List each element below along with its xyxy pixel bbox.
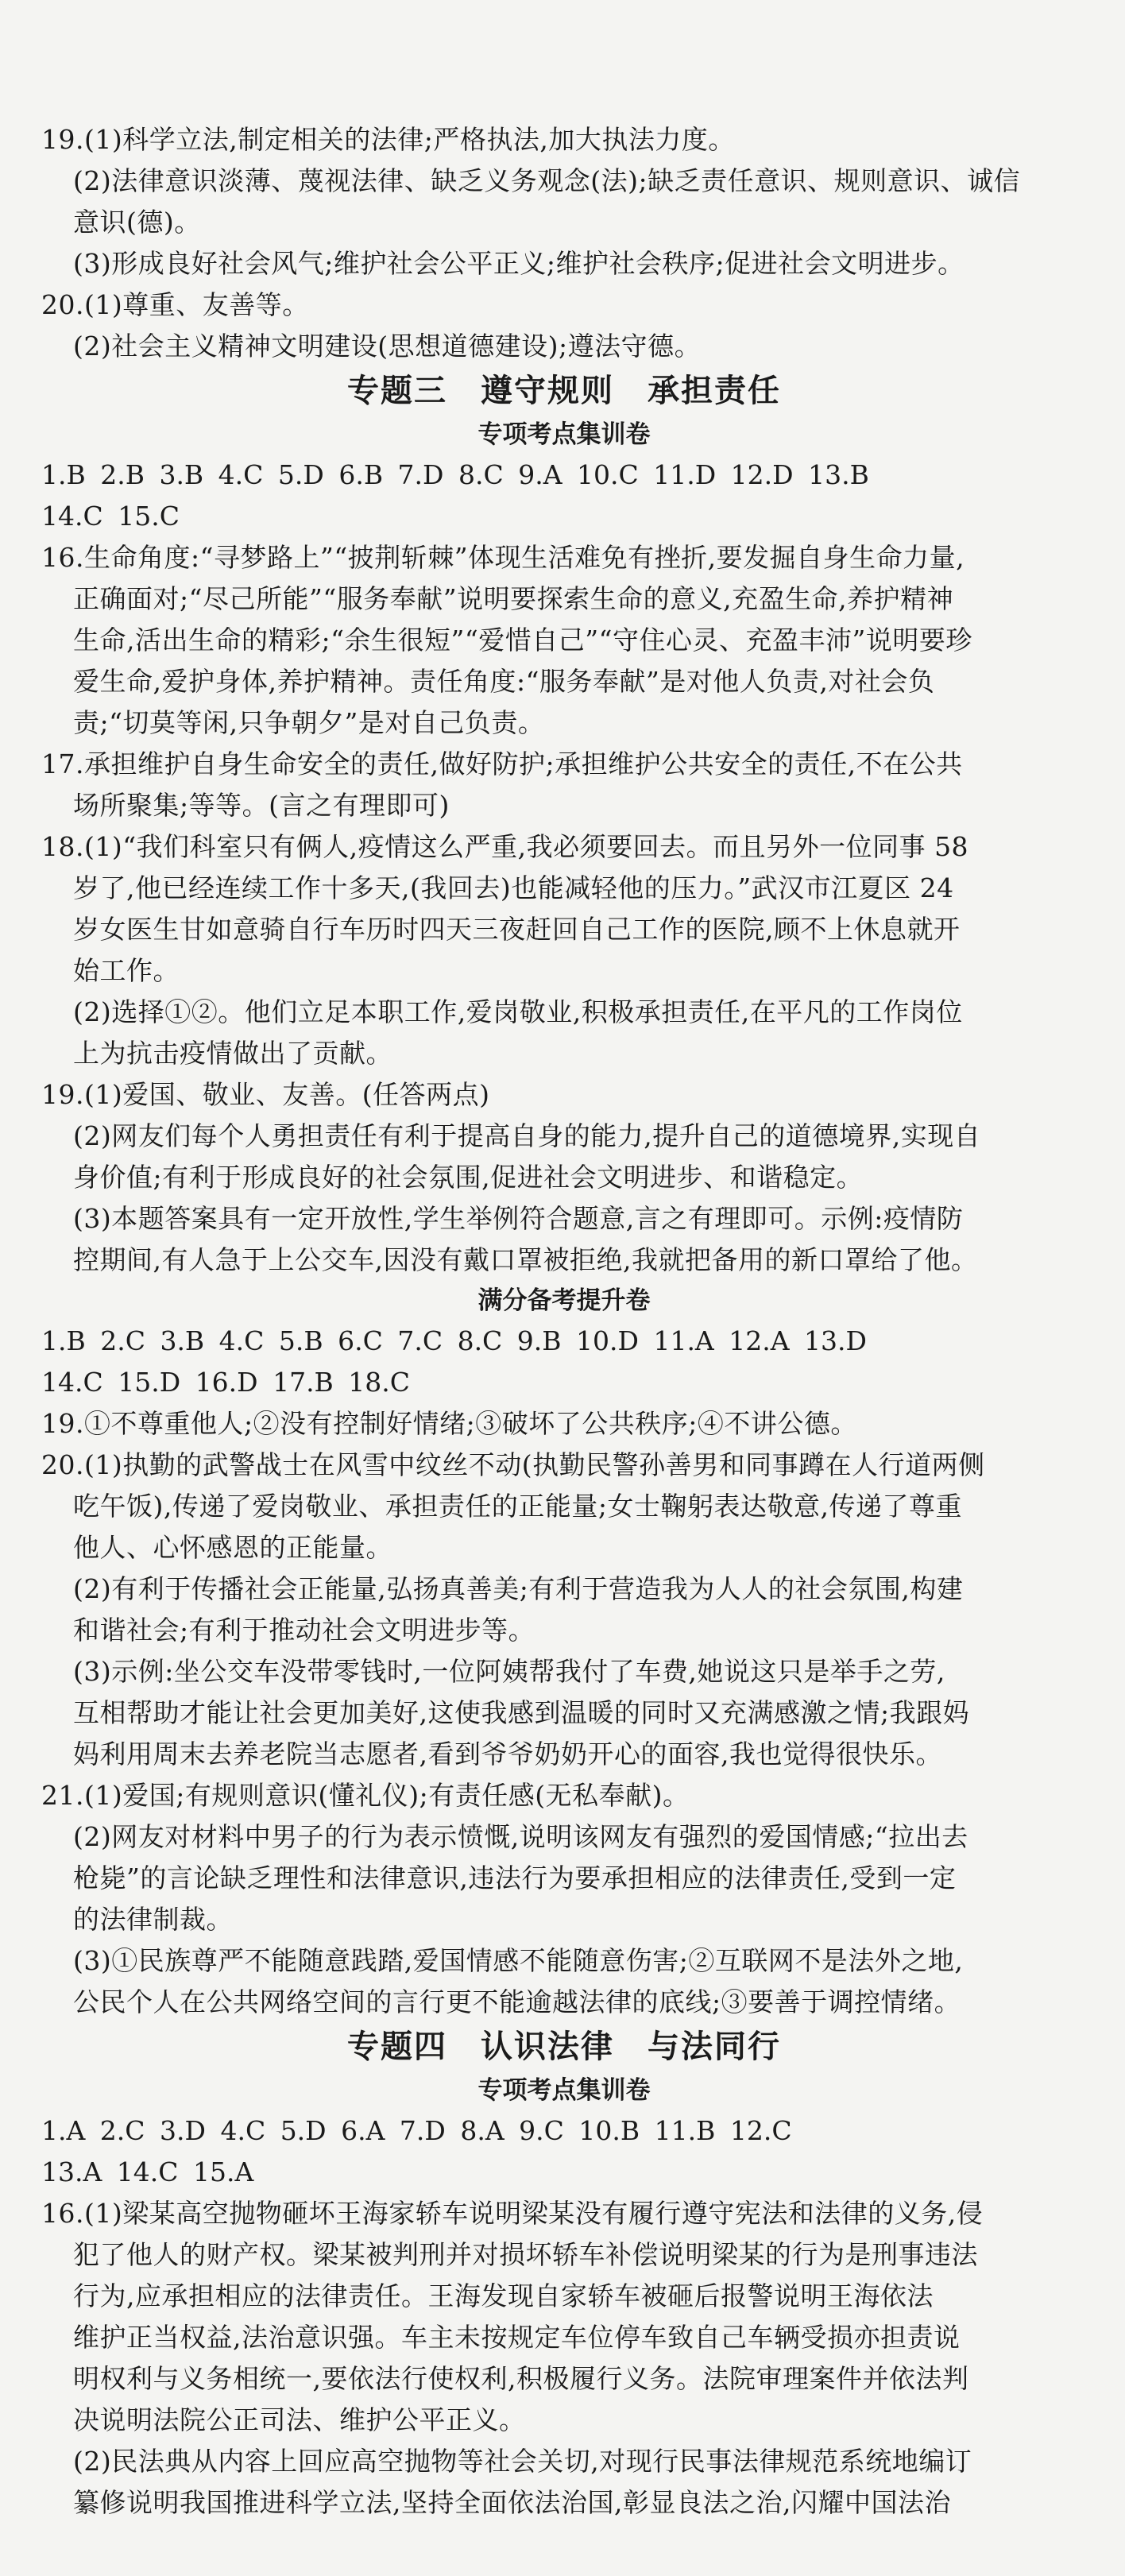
text-line: 18.(1)“我们科室只有俩人,疫情这么严重,我必须要回去。而且另外一位同事 58	[41, 831, 969, 862]
text-line: 纂修说明我国推进科学立法,坚持全面依法治国,彰显良法之治,闪耀中国法治	[73, 2487, 951, 2518]
text-line: 责;“切莫等闲,只争朝夕”是对自己负责。	[73, 707, 545, 738]
text-line: 互相帮助才能让社会更加美好,这使我感到温暖的同时又充满感激之情;我跟妈	[73, 1697, 970, 1728]
text-line: 维护正当权益,法治意识强。车主未按规定车位停车致自己车辆受损亦担责说	[73, 2322, 961, 2353]
text-line: 正确面对;“尽己所能”“服务奉献”说明要探索生命的意义,充盈生命,养护精神	[73, 583, 954, 614]
section3-sub1: 专项考点集训卷	[477, 420, 651, 449]
text-line: 16.生命角度:“寻梦路上”“披荆斩棘”体现生活难免有挫折,要发掘自身生命力量,	[41, 542, 965, 573]
text-line: 19.(1)科学立法,制定相关的法律;严格执法,加大执法力度。	[41, 124, 735, 155]
section3-title: 专题三 遵守规则 承担责任	[347, 373, 781, 409]
text-line: 行为,应承担相应的法律责任。王海发现自家轿车被砸后报警说明王海依法	[73, 2280, 934, 2311]
text-line: 身价值;有利于形成良好的社会氛围,促进社会文明进步、和谐稳定。	[73, 1162, 864, 1193]
text-line: 枪毙”的言论缺乏理性和法律意识,违法行为要承担相应的法律责任,受到一定	[73, 1862, 957, 1893]
text-line: 上为抗击疫情做出了贡献。	[73, 1038, 392, 1069]
block-c	[41, 1403, 1087, 2023]
text-line: 他人、心怀感恩的正能量。	[73, 1532, 392, 1563]
text-line: 生命,活出生命的精彩;“余生很短”“爱惜自己”“守住心灵、充盈丰沛”说明要珍	[73, 625, 972, 656]
text-line: 20.(1)尊重、友善等。	[41, 289, 309, 320]
text-line: 始工作。	[73, 955, 180, 986]
answer-row: 1.A 2.C 3.D 4.C 5.D 6.A 7.D 8.A 9.C 10.B 11.B 12.C	[41, 2115, 792, 2146]
text-line: 19.(1)爱国、敬业、友善。(任答两点)	[41, 1079, 490, 1110]
text-line: (3)本题答案具有一定开放性,学生举例符合题意,言之有理即可。示例:疫情防	[73, 1203, 964, 1234]
text-line: (3)①民族尊严不能随意践踏,爱国情感不能随意伤害;②互联网不是法外之地,	[73, 1945, 964, 1976]
text-line: (2)选择①②。他们立足本职工作,爱岗敬业,积极承担责任,在平凡的工作岗位	[73, 996, 963, 1027]
text-line: (2)网友对材料中男子的行为表示愤慨,说明该网友有强烈的爱国情感;“拉出去	[73, 1821, 968, 1852]
text-line: 妈利用周末去养老院当志愿者,看到爷爷奶奶开心的面容,我也觉得很快乐。	[73, 1739, 942, 1770]
text-line: 爱生命,爱护身体,养护精神。责任角度:“服务奉献”是对他人负责,对社会负	[73, 666, 935, 697]
answer-row: 1.B 2.B 3.B 4.C 5.D 6.B 7.D 8.C 9.A 10.C 11.D 12.D 13.B	[41, 459, 869, 490]
answer-row: 13.A 14.C 15.A	[41, 2156, 254, 2187]
block-b	[41, 537, 1087, 1281]
text-line: (3)形成良好社会风气;维护社会公平正义;维护社会秩序;促进社会文明进步。	[73, 248, 965, 279]
block-a	[41, 119, 1087, 367]
text-line: 和谐社会;有利于推动社会文明进步等。	[73, 1615, 535, 1646]
text-line: 17.承担维护自身生命安全的责任,做好防护;承担维护公共安全的责任,不在公共	[41, 748, 963, 779]
section4-title: 专题四 认识法律 与法同行	[347, 2029, 781, 2065]
text-line: (2)民法典从内容上回应高空抛物等社会关切,对现行民事法律规范系统地编订	[73, 2446, 972, 2477]
section3-sub2: 满分备考提升卷	[477, 1286, 651, 1315]
text-line: 明权利与义务相统一,要依法行使权利,积极履行义务。法院审理案件并依法判	[73, 2363, 969, 2394]
text-line: 控期间,有人急于上公交车,因没有戴口罩被拒绝,我就把备用的新口罩给了他。	[73, 1244, 978, 1275]
section4-sub1: 专项考点集训卷	[477, 2076, 651, 2105]
text-line: 岁女医生甘如意骑自行车历时四天三夜赶回自己工作的医院,顾不上休息就开	[73, 914, 961, 945]
answer-row: 14.C 15.D 16.D 17.B 18.C	[41, 1367, 411, 1398]
text-line: 的法律制裁。	[73, 1904, 233, 1935]
text-line: 20.(1)执勤的武警战士在风雪中纹丝不动(执勤民警孙善男和同事蹲在人行道两侧	[41, 1449, 985, 1480]
text-line: 场所聚集;等等。(言之有理即可)	[73, 790, 450, 821]
text-line: 16.(1)梁某高空抛物砸坏王海家轿车说明梁某没有履行遵守宪法和法律的义务,侵	[41, 2198, 984, 2229]
text-line: 21.(1)爱国;有规则意识(懂礼仪);有责任感(无私奉献)。	[41, 1780, 690, 1811]
text-line: 吃午饭),传递了爱岗敬业、承担责任的正能量;女士鞠躬表达敬意,传递了尊重	[73, 1491, 962, 1522]
text-line: (2)社会主义精神文明建设(思想道德建设);遵法守德。	[73, 331, 702, 362]
text-line: (3)示例:坐公交车没带零钱时,一位阿姨帮我付了车费,她说这只是举手之劳,	[73, 1656, 945, 1687]
answer-row: 1.B 2.C 3.B 4.C 5.B 6.C 7.C 8.C 9.B 10.D 11.A 12.A 13.D	[41, 1325, 867, 1356]
text-line: (2)有利于传播社会正能量,弘扬真善美;有利于营造我为人人的社会氛围,构建	[73, 1573, 964, 1604]
text-line: (2)网友们每个人勇担责任有利于提高自身的能力,提升自己的道德境界,实现自	[73, 1120, 981, 1151]
text-line: 公民个人在公共网络空间的言行更不能逾越法律的底线;③要善于调控情绪。	[73, 1986, 961, 2017]
text-line: 19.①不尊重他人;②没有控制好情绪;③破坏了公共秩序;④不讲公德。	[41, 1408, 857, 1439]
text-line: 决说明法院公正司法、维护公平正义。	[73, 2404, 526, 2435]
text-line: 岁了,他已经连续工作十多天,(我回去)也能减轻他的压力。”武汉市江夏区 24	[73, 872, 954, 903]
answer-row: 14.C 15.C	[41, 501, 180, 532]
text-line: (2)法律意识淡薄、蔑视法律、缺乏义务观念(法);缺乏责任意识、规则意识、诚信	[73, 165, 1021, 196]
block-d	[41, 2193, 1087, 2524]
text-line: 意识(德)。	[73, 207, 201, 238]
text-line: 犯了他人的财产权。梁某被判刑并对损坏轿车补偿说明梁某的行为是刑事违法	[73, 2239, 978, 2270]
